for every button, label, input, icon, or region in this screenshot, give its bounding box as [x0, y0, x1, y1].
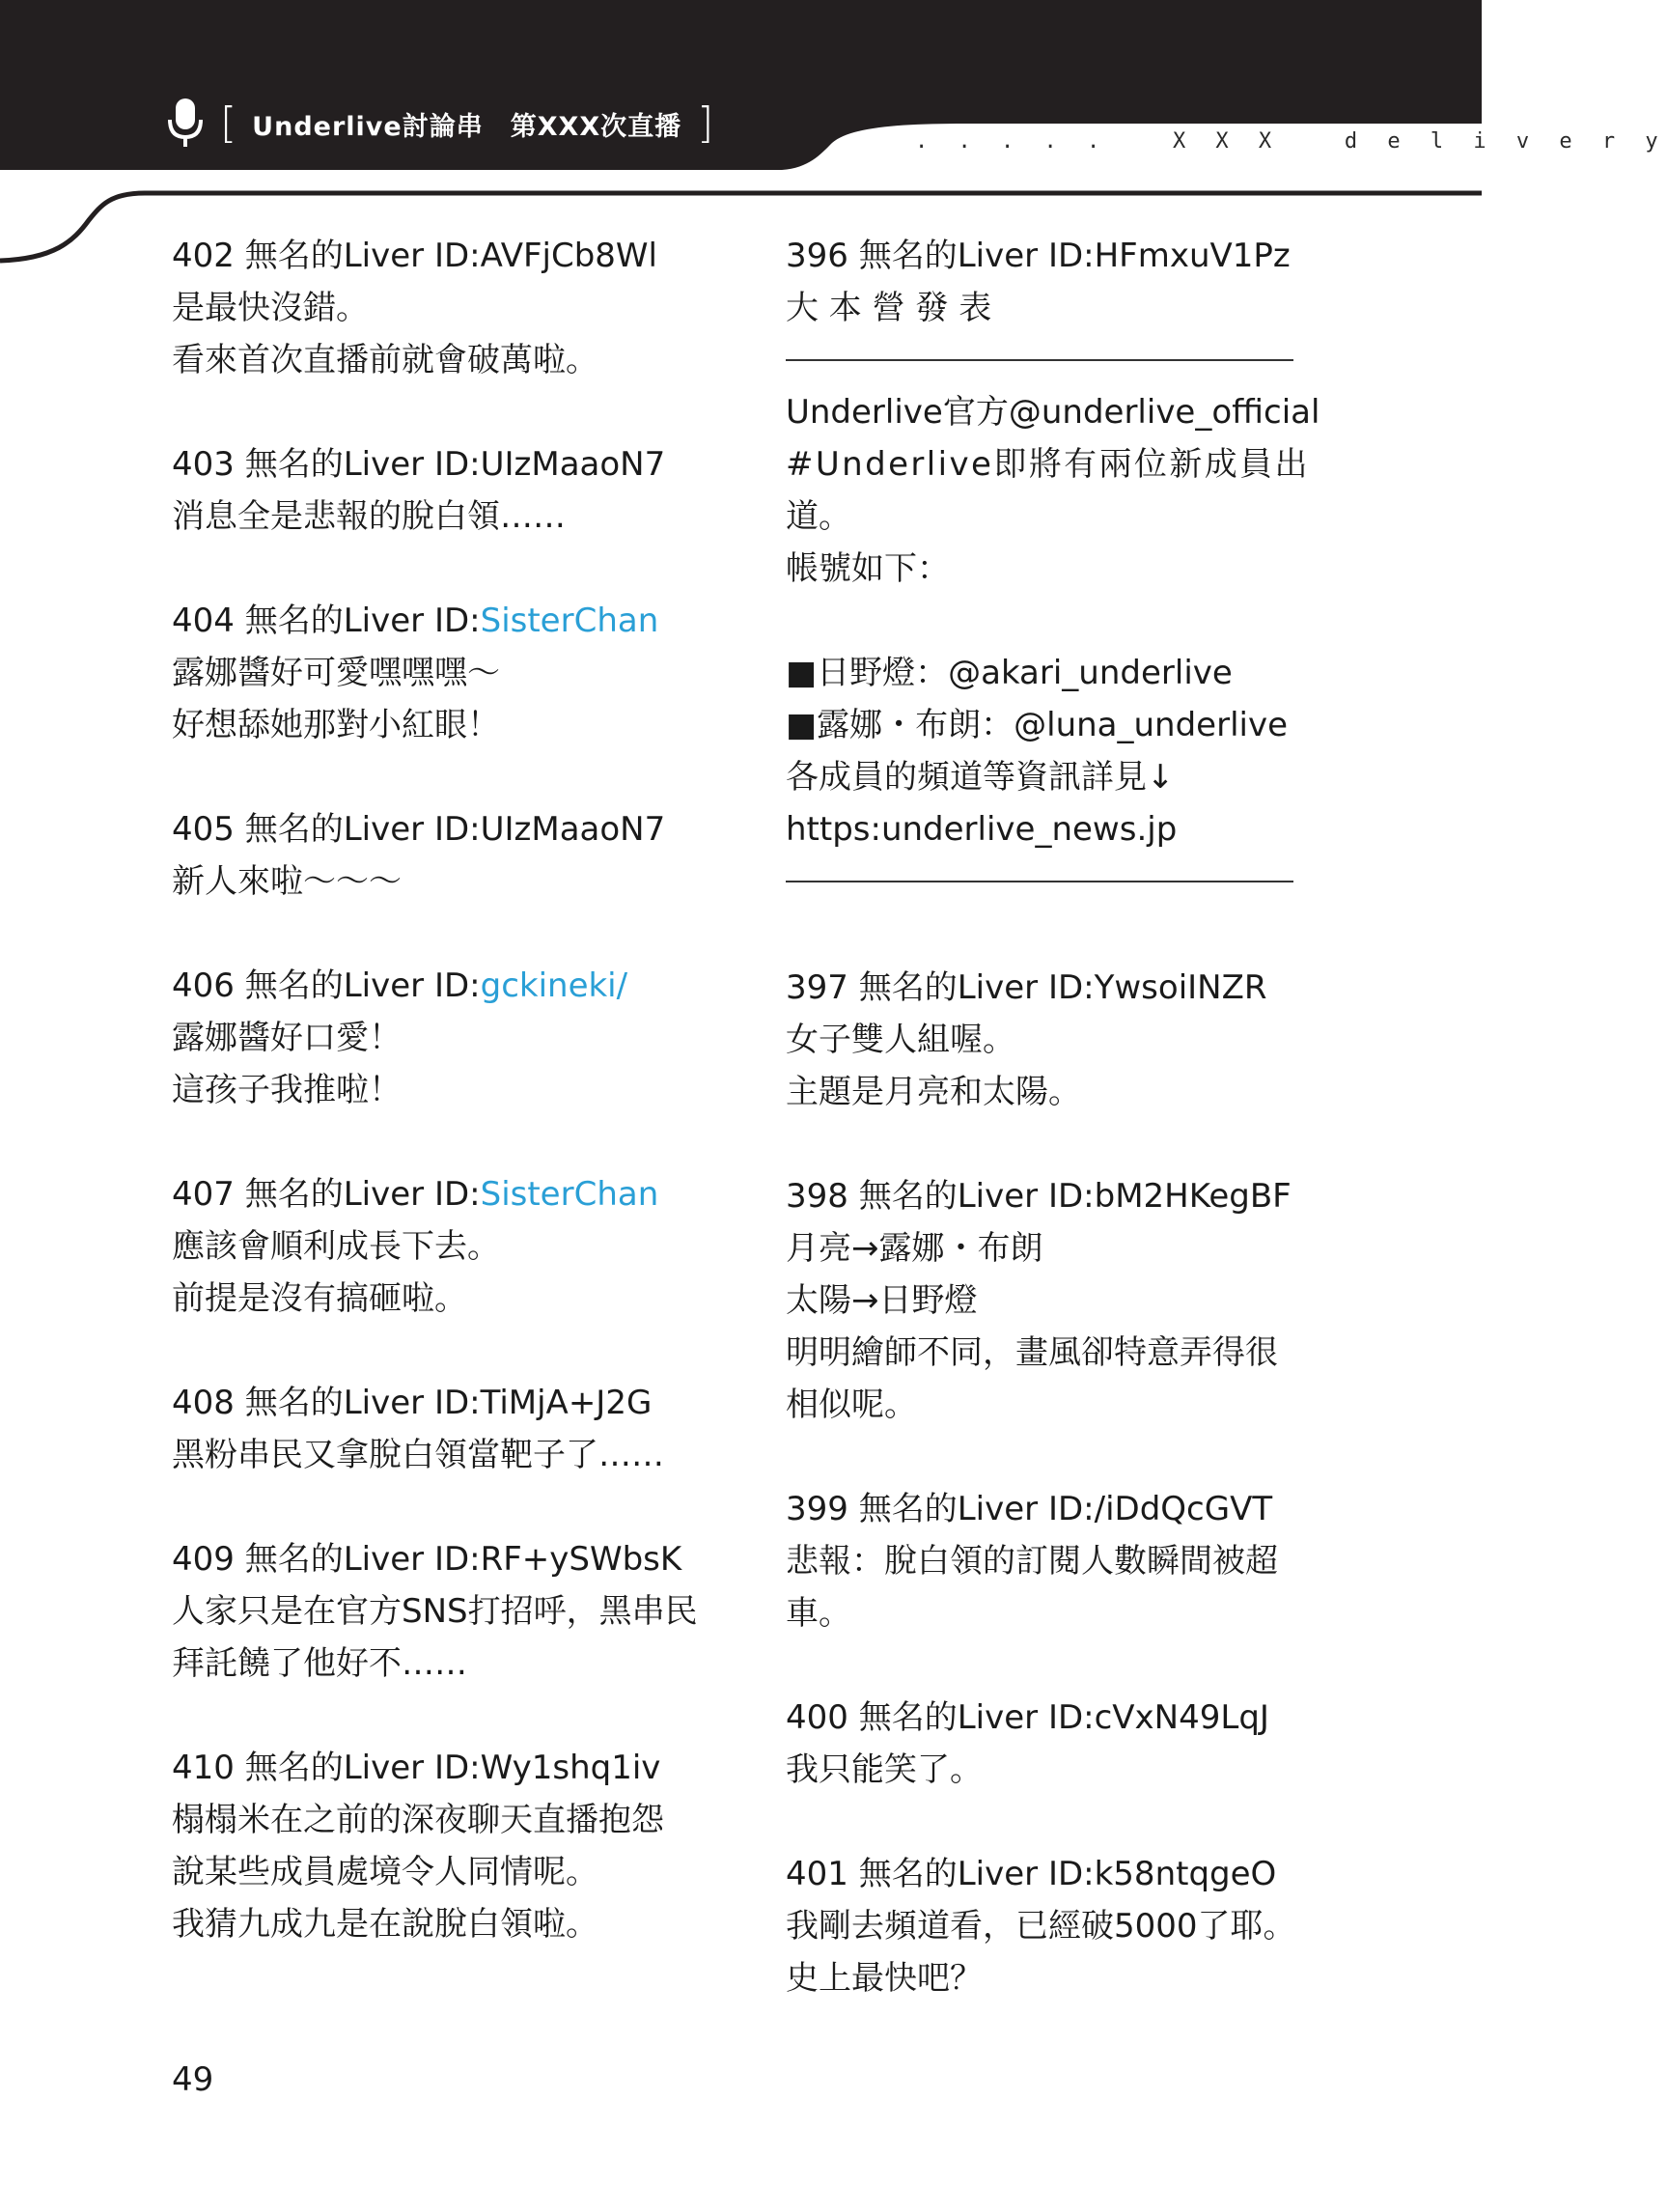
post-number: 405 — [172, 810, 235, 849]
post-text-line: 悲報：脫白領的訂閱人數瞬間被超 — [786, 1542, 1278, 1581]
post-text-line: 車。 — [786, 1594, 851, 1633]
post-text-line: 露娜醬好可愛嘿嘿嘿〜 — [172, 654, 500, 692]
post-header — [786, 1692, 1307, 1744]
poster-id-prefix: ID: — [1047, 1855, 1095, 1893]
poster-id: TiMjA+J2G — [480, 1384, 653, 1422]
poster-id-prefix: ID: — [1047, 968, 1095, 1007]
poster-name: 無名的Liver — [858, 1490, 1039, 1528]
poster-name: 無名的Liver — [244, 237, 425, 275]
right-posts — [786, 962, 1307, 2004]
bracket-close: ] — [697, 98, 714, 148]
post-number: 401 — [786, 1855, 848, 1893]
right-column — [786, 230, 1320, 2057]
poster-id: HFmxuV1Pz — [1094, 237, 1291, 275]
poster-id: UIzMaaoN7 — [480, 445, 666, 484]
left-column — [172, 230, 712, 2002]
post-text-line: 榻榻米在之前的深夜聊天直播抱怨 — [172, 1801, 664, 1839]
poster-name: 無名的Liver — [858, 1177, 1039, 1216]
quote-line: 帳號如下： — [786, 549, 950, 588]
bracket-open: [ — [220, 98, 237, 148]
post-text-line: 主題是月亮和太陽。 — [786, 1073, 1081, 1111]
post-number: 399 — [786, 1490, 848, 1528]
post-text-line: 我只能笑了。 — [786, 1750, 983, 1789]
quote-line: 道。 — [786, 497, 851, 536]
poster-name: 無名的Liver — [244, 602, 425, 640]
post-number: 410 — [172, 1749, 235, 1787]
post-header — [172, 803, 712, 855]
post-text-line: 拜託饒了他好不…… — [172, 1644, 467, 1683]
poster-name: 無名的Liver — [858, 1855, 1039, 1893]
poster-id: YwsoiINZR — [1094, 968, 1267, 1007]
post-number: 402 — [172, 237, 235, 275]
post-header — [172, 1533, 712, 1585]
poster-id-prefix: ID: — [433, 237, 481, 275]
post-number: 403 — [172, 445, 235, 484]
quote-line: #Underlive即將有兩位新成員出 — [786, 445, 1310, 484]
poster-id-prefix: ID: — [1047, 1177, 1095, 1216]
poster-id: cVxN49LqJ — [1094, 1698, 1269, 1737]
quote-line — [786, 595, 1307, 647]
post-text-line: 前提是沒有搞砸啦。 — [172, 1279, 467, 1318]
post — [786, 1483, 1307, 1639]
post — [172, 1168, 712, 1325]
poster-id: gckineki/ — [480, 966, 628, 1005]
post-text-line: 我猜九成九是在說脫白領啦。 — [172, 1905, 598, 1944]
post-header — [172, 595, 712, 647]
post-text-line: 人家只是在官方SNS打招呼，黑串民 — [172, 1592, 698, 1631]
post-text-line: 是最快沒錯。 — [172, 289, 369, 327]
post-text-line: 月亮→露娜・布朗 — [786, 1229, 1043, 1268]
post-text-line: 太陽→日野燈 — [786, 1281, 978, 1320]
post — [172, 1377, 712, 1481]
quote-divider-bottom — [786, 881, 1293, 882]
poster-id: RF+ySWbsK — [480, 1540, 682, 1579]
post-header — [172, 1377, 712, 1429]
post-number: 404 — [172, 602, 235, 640]
post — [172, 230, 712, 386]
post-text-line: 應該會順利成長下去。 — [172, 1227, 500, 1266]
post-text-line: 黑粉串民又拿脫白領當靶子了…… — [172, 1436, 664, 1474]
post-header — [786, 1848, 1307, 1900]
poster-name: 無名的Liver — [244, 445, 425, 484]
poster-id: SisterChan — [480, 602, 659, 640]
delivery-subtitle: . . . . . X X X d e l i v e r y — [915, 129, 1667, 154]
header-title-group — [166, 98, 713, 149]
post — [172, 1742, 712, 1950]
poster-id: UIzMaaoN7 — [480, 810, 666, 849]
post — [172, 595, 712, 751]
poster-id-prefix: ID: — [433, 1384, 481, 1422]
poster-name: 無名的Liver — [858, 1698, 1039, 1737]
poster-id-prefix: ID: — [433, 602, 481, 640]
post-header — [172, 230, 712, 282]
post-header — [172, 1168, 712, 1220]
post-text-line: 露娜醬好口愛！ — [172, 1019, 402, 1057]
poster-id-prefix: ID: — [1047, 237, 1095, 275]
poster-name: 無名的Liver — [244, 1749, 425, 1787]
post-header — [786, 962, 1307, 1014]
poster-id: Wy1shq1iv — [480, 1749, 661, 1787]
post — [172, 803, 712, 908]
poster-id: /iDdQcGVT — [1094, 1490, 1273, 1528]
poster-name: 無名的Liver — [858, 968, 1039, 1007]
post-text-line: 大 本 營 發 表 — [786, 289, 992, 327]
quote-line: ■露娜・布朗：@luna_underlive — [786, 706, 1289, 744]
post — [172, 960, 712, 1116]
post — [786, 962, 1307, 1118]
quote-line: 各成員的頻道等資訊詳見↓ — [786, 758, 1175, 797]
post — [786, 1848, 1307, 2004]
post-text-line: 這孩子我推啦！ — [172, 1071, 402, 1109]
poster-name: 無名的Liver — [244, 1540, 425, 1579]
post-number: 408 — [172, 1384, 235, 1422]
post-number: 397 — [786, 968, 848, 1007]
post-text-line: 史上最快吧？ — [786, 1959, 983, 1998]
post — [172, 438, 712, 543]
post-text-line: 好想舔她那對小紅眼！ — [172, 706, 500, 744]
post-number: 406 — [172, 966, 235, 1005]
post-header — [786, 1170, 1307, 1222]
post-text-line: 相似呢。 — [786, 1386, 917, 1424]
post-header — [172, 438, 712, 490]
poster-name: 無名的Liver — [244, 966, 425, 1005]
post — [786, 1170, 1307, 1431]
post-number: 407 — [172, 1175, 235, 1214]
quote-line: Underlive官方@underlive_official — [786, 393, 1320, 432]
post — [786, 230, 1307, 334]
poster-id: AVFjCb8Wl — [480, 237, 657, 275]
poster-name: 無名的Liver — [858, 237, 1039, 275]
poster-id-prefix: ID: — [433, 966, 481, 1005]
post — [786, 1692, 1307, 1796]
poster-id-prefix: ID: — [1047, 1490, 1095, 1528]
poster-name: 無名的Liver — [244, 1384, 425, 1422]
poster-id: k58ntqgeO — [1094, 1855, 1277, 1893]
post-header — [172, 1742, 712, 1794]
post-header — [786, 230, 1307, 282]
poster-id-prefix: ID: — [433, 1175, 481, 1214]
thread-title: Underlive討論串 第XXX次直播 — [252, 111, 682, 142]
poster-name: 無名的Liver — [244, 810, 425, 849]
poster-id-prefix: ID: — [433, 445, 481, 484]
poster-id-prefix: ID: — [1047, 1698, 1095, 1737]
post-number: 400 — [786, 1698, 848, 1737]
quoted-announcement — [786, 386, 1320, 855]
quote-line: https:underlive_news.jp — [786, 810, 1178, 849]
post — [172, 1533, 712, 1690]
quote-divider-top — [786, 359, 1293, 361]
poster-id-prefix: ID: — [433, 810, 481, 849]
post-number: 396 — [786, 237, 848, 275]
poster-name: 無名的Liver — [244, 1175, 425, 1214]
post-number: 409 — [172, 1540, 235, 1579]
post-text-line: 女子雙人組喔。 — [786, 1021, 1015, 1059]
post-number: 398 — [786, 1177, 848, 1216]
page-number: 49 — [172, 2060, 214, 2099]
post-text-line: 說某些成員處境令人同情呢。 — [172, 1853, 598, 1891]
post-header — [786, 1483, 1307, 1535]
post-text-line: 明明繪師不同，畫風卻特意弄得很 — [786, 1333, 1278, 1372]
microphone-icon — [166, 98, 205, 149]
poster-id: bM2HKegBF — [1094, 1177, 1292, 1216]
poster-id-prefix: ID: — [433, 1749, 481, 1787]
post-header — [172, 960, 712, 1012]
post-text-line: 消息全是悲報的脫白領…… — [172, 497, 566, 536]
post-text-line: 新人來啦〜〜〜 — [172, 862, 402, 901]
poster-id: SisterChan — [480, 1175, 659, 1214]
poster-id-prefix: ID: — [433, 1540, 481, 1579]
quote-line: ■日野燈：@akari_underlive — [786, 654, 1233, 692]
post-text-line: 看來首次直播前就會破萬啦。 — [172, 341, 598, 379]
post-text-line: 我剛去頻道看，已經破5000了耶。 — [786, 1907, 1296, 1946]
